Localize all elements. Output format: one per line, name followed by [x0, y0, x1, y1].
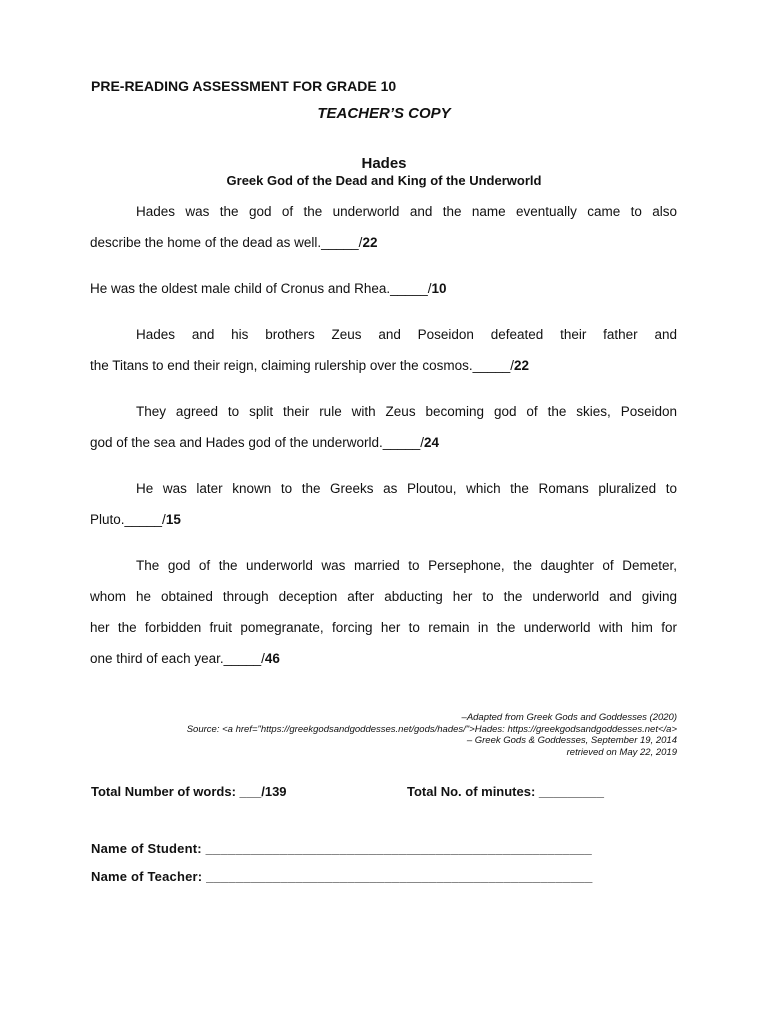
teacher-name-field: Name of Teacher: ____________________________________________________	[91, 869, 593, 884]
paragraph-line: He was the oldest male child of Cronus and Rhea._____/10	[90, 281, 447, 296]
source-line: retrieved on May 22, 2019	[566, 746, 677, 758]
paragraph-1	[90, 203, 677, 265]
source-line: Source: <a href="https://greekgodsandgoddesses.net/gods/hades/">Hades: https://greekgodsandgoddesses.net</a>	[186, 723, 677, 735]
story-subtitle: Greek God of the Dead and King of the Underworld	[226, 173, 542, 188]
teachers-copy-label: TEACHER’S COPY	[317, 105, 451, 122]
source-line: –Adapted from Greek Gods and Goddesses (2020)	[461, 712, 677, 723]
total-minutes-field: Total No. of minutes: _________	[407, 784, 604, 799]
student-name-field: Name of Student: ____________________________________________________	[91, 841, 592, 856]
paragraph-line: describe the home of the dead as well._____/22	[90, 235, 378, 250]
paragraph-line: Hades was the god of the underworld and the name eventually came to also	[136, 204, 677, 219]
word-count-score: 46	[264, 651, 280, 666]
paragraph-line: god of the sea and Hades god of the underworld._____/24	[90, 435, 440, 450]
word-count-score: 15	[165, 512, 181, 527]
paragraph-line: her the forbidden fruit pomegranate, forcing her to remain in the underworld with him for	[90, 620, 677, 635]
paragraph-4	[90, 403, 677, 465]
paragraph-line: He was later known to the Greeks as Ploutou, which the Romans pluralized to	[136, 481, 677, 496]
source-line: – Greek Gods & Goddesses, September 19, 2014	[466, 735, 677, 746]
paragraph-line: the Titans to end their reign, claiming rulership over the cosmos._____/22	[90, 358, 530, 373]
paragraph-5	[90, 480, 677, 542]
word-count-score: 22	[513, 358, 530, 373]
paragraph-line: whom he obtained through deception after abducting her to the underworld and giving	[90, 589, 677, 604]
word-count-score: 24	[424, 435, 440, 450]
source-attribution	[187, 712, 677, 758]
paragraph-line: Hades and his brothers Zeus and Poseidon defeated their father and	[136, 327, 677, 342]
paragraph-2	[90, 280, 677, 311]
assessment-heading: PRE-READING ASSESSMENT FOR GRADE 10	[91, 78, 397, 94]
word-count-score: 22	[362, 235, 378, 250]
total-words-field: Total Number of words: ___/139	[91, 784, 287, 799]
story-title: Hades	[361, 155, 407, 172]
paragraph-line: The god of the underworld was married to Persephone, the daughter of Demeter,	[136, 558, 677, 573]
paragraph-3	[90, 326, 677, 388]
paragraph-6	[90, 557, 677, 681]
paragraph-line: one third of each year._____/46	[90, 651, 280, 666]
paragraph-line: Pluto._____/15	[90, 512, 181, 527]
paragraph-line: They agreed to split their rule with Zeus becoming god of the skies, Poseidon	[136, 404, 677, 419]
word-count-score: 10	[431, 281, 447, 296]
